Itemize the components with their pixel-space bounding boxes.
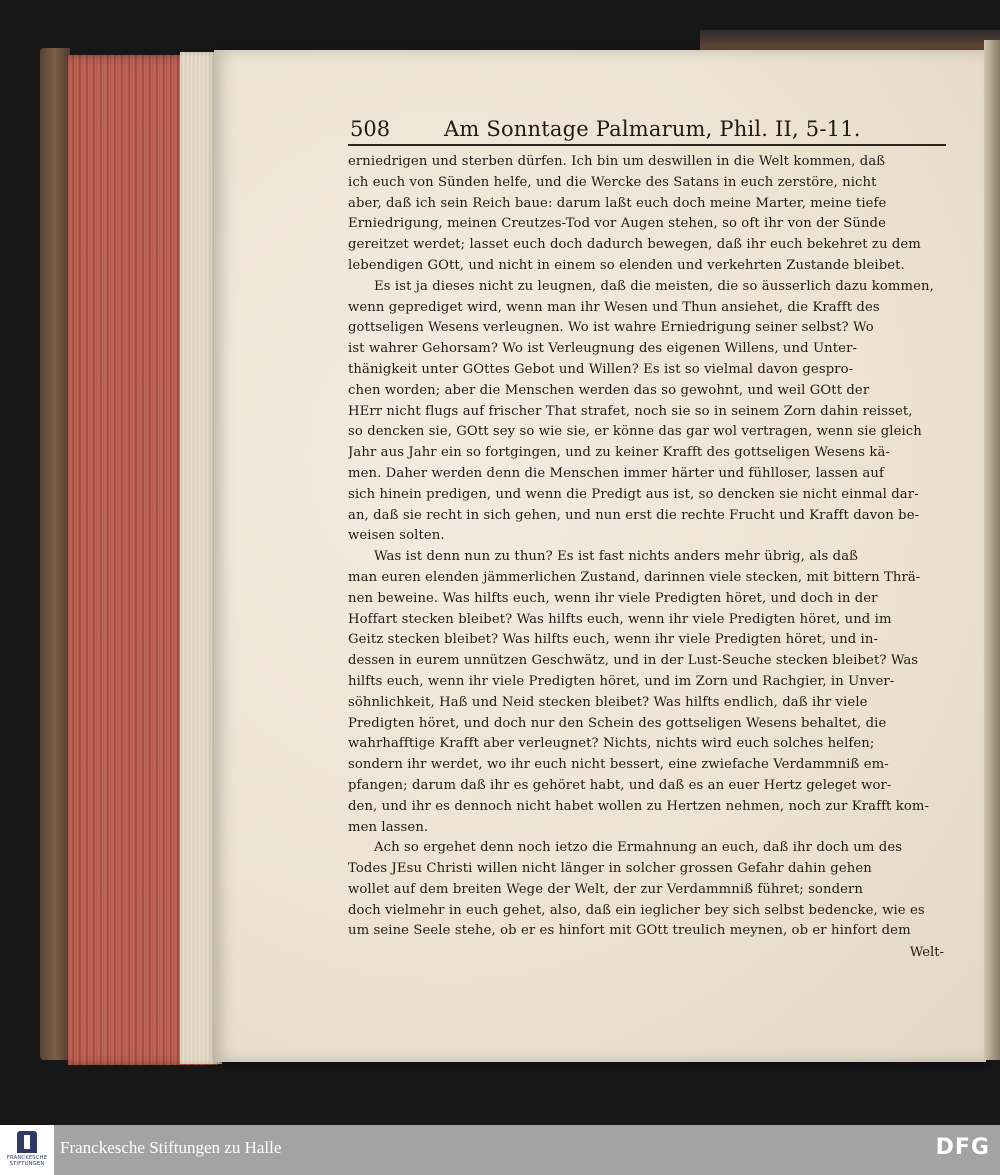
text-line: Geitz stecken bleibet? Was hilfts euch, wenn ihr viele Predigten höret, und in- — [348, 632, 879, 648]
page-header — [348, 112, 946, 146]
text-line: söhnlichkeit, Haß und Neid stecken bleibet? Was hilfts endlich, daß ihr viele — [348, 694, 868, 710]
text-line: aber, daß ich sein Reich baue: darum laßt euch doch meine Marter, meine tiefe — [348, 195, 887, 211]
page-right-edge — [984, 40, 1000, 1060]
text-line: den, und ihr es dennoch nicht habet wollen zu Hertzen nehmen, noch zur Krafft kom- — [348, 798, 930, 814]
catchword: Welt- — [909, 945, 944, 961]
text-line: HErr nicht flugs auf frischer That strafet, noch sie so in seinem Zorn dahin reisset, — [348, 403, 913, 419]
logo-caption: FRANCKESCHE STIFTUNGEN — [6, 1155, 48, 1167]
text-block — [348, 112, 946, 964]
book-binding — [40, 48, 70, 1060]
text-line: lebendigen GOtt, und nicht in einem so elenden und verkehrten Zustande bleibet. — [348, 257, 905, 273]
binding-top — [700, 30, 1000, 50]
text-line: an, daß sie recht in sich gehen, und nun erst die rechte Frucht und Krafft davon be- — [348, 507, 920, 523]
text-line: sondern ihr werdet, wo ihr euch nicht bessert, eine zwiefache Verdammniß em- — [348, 757, 889, 773]
text-line: doch vielmehr in euch gehet, also, daß ein ieglicher bey sich selbst bedencke, wie es — [348, 902, 925, 918]
text-line: men lassen. — [348, 819, 429, 835]
text-line: Was ist denn nun zu thun? Es ist fast nichts anders mehr übrig, als daß — [374, 549, 859, 565]
text-line: chen worden; aber die Menschen werden das so gewohnt, und weil GOtt der — [348, 382, 870, 398]
text-line: Ach so ergehet denn noch ietzo die Ermahnung an euch, daß ihr doch um des — [374, 840, 903, 856]
text-line: nen beweine. Was hilfts euch, wenn ihr viele Predigten höret, und doch in der — [348, 590, 878, 606]
text-line: gottseligen Wesens verleugnen. Wo ist wahre Erniedrigung seiner selbst? Wo — [348, 320, 874, 336]
text-line: wenn geprediget wird, wenn man ihr Wesen und Thun ansiehet, die Krafft des — [348, 299, 880, 315]
text-line: men. Daher werden denn die Menschen immer härter und fühlloser, lassen auf — [348, 465, 884, 481]
text-line: um seine Seele stehe, ob er es hinfort mit GOtt treulich meynen, ob er hinfort dem — [348, 923, 911, 939]
text-line: dessen in eurem unnützen Geschwätz, und in der Lust-Seuche stecken bleibet? Was — [348, 653, 919, 669]
page-number: 508 — [350, 117, 391, 141]
text-line: pfangen; darum daß ihr es gehöret habt, und daß es an euer Hertz geleget wor- — [348, 777, 892, 793]
institution-name[interactable]: Franckesche Stiftungen zu Halle — [60, 1138, 282, 1157]
text-line: Es ist ja dieses nicht zu leugnen, daß die meisten, die so äusserlich dazu kommen, — [374, 278, 934, 294]
text-line: Erniedrigung, meinen Creutzes-Tod vor Augen stehen, so oft ihr von der Sünde — [348, 216, 886, 232]
dfg-logo[interactable]: DFG — [935, 1135, 990, 1160]
body-text — [348, 152, 946, 942]
text-line: wahrhafftige Krafft aber verleugnet? Nichts, nichts wird euch solches helfen; — [348, 736, 875, 752]
running-head: Am Sonntage Palmarum, Phil. II, 5-11. — [444, 117, 861, 141]
text-line: wollet auf dem breiten Wege der Welt, der zur Verdammniß führet; sondern — [348, 881, 864, 897]
text-line: sich hinein predigen, und wenn die Predigt aus ist, so dencken sie nicht einmal dar- — [348, 486, 919, 502]
institution-logo[interactable] — [0, 1125, 54, 1175]
building-icon — [17, 1131, 37, 1153]
text-line: gereitzet werdet; lasset euch doch dadurch bewegen, daß ihr euch bekehret zu dem — [348, 237, 921, 253]
text-line: so dencken sie, GOtt sey so wie sie, er könne das gar wol vertragen, wenn sie gleich — [348, 424, 922, 440]
text-line: ist wahrer Gehorsam? Wo ist Verleugnung des eigenen Willens, und Unter- — [348, 341, 858, 357]
text-line: Jahr aus Jahr ein so fortgingen, und zu keiner Krafft des gottseligen Wesens kä- — [348, 445, 890, 461]
text-line: Hoffart stecken bleibet? Was hilfts euch, wenn ihr viele Predigten höret, und im — [348, 611, 892, 627]
text-line: Predigten höret, und doch nur den Schein des gottseligen Wesens behaltet, die — [348, 715, 887, 731]
text-line: man euren elenden jämmerlichen Zustand, darinnen viele stecken, mit bittern Thrä- — [348, 569, 921, 585]
text-line: Todes JEsu Christi willen nicht länger in solcher grossen Gefahr dahin gehen — [348, 861, 872, 877]
text-line: ich euch von Sünden helfe, und die Wercke des Satans in euch zerstöre, nicht — [348, 174, 877, 190]
text-line: thänigkeit unter GOttes Gebot und Willen? Es ist so vielmal davon gespro- — [348, 361, 854, 377]
footer-bar — [0, 1125, 1000, 1175]
text-line: weisen solten. — [348, 528, 445, 544]
text-line: hilfts euch, wenn ihr viele Predigten höret, und im Zorn und Rachgier, in Unver- — [348, 673, 895, 689]
text-line: erniedrigen und sterben dürfen. Ich bin um deswillen in die Welt kommen, daß — [348, 154, 886, 169]
